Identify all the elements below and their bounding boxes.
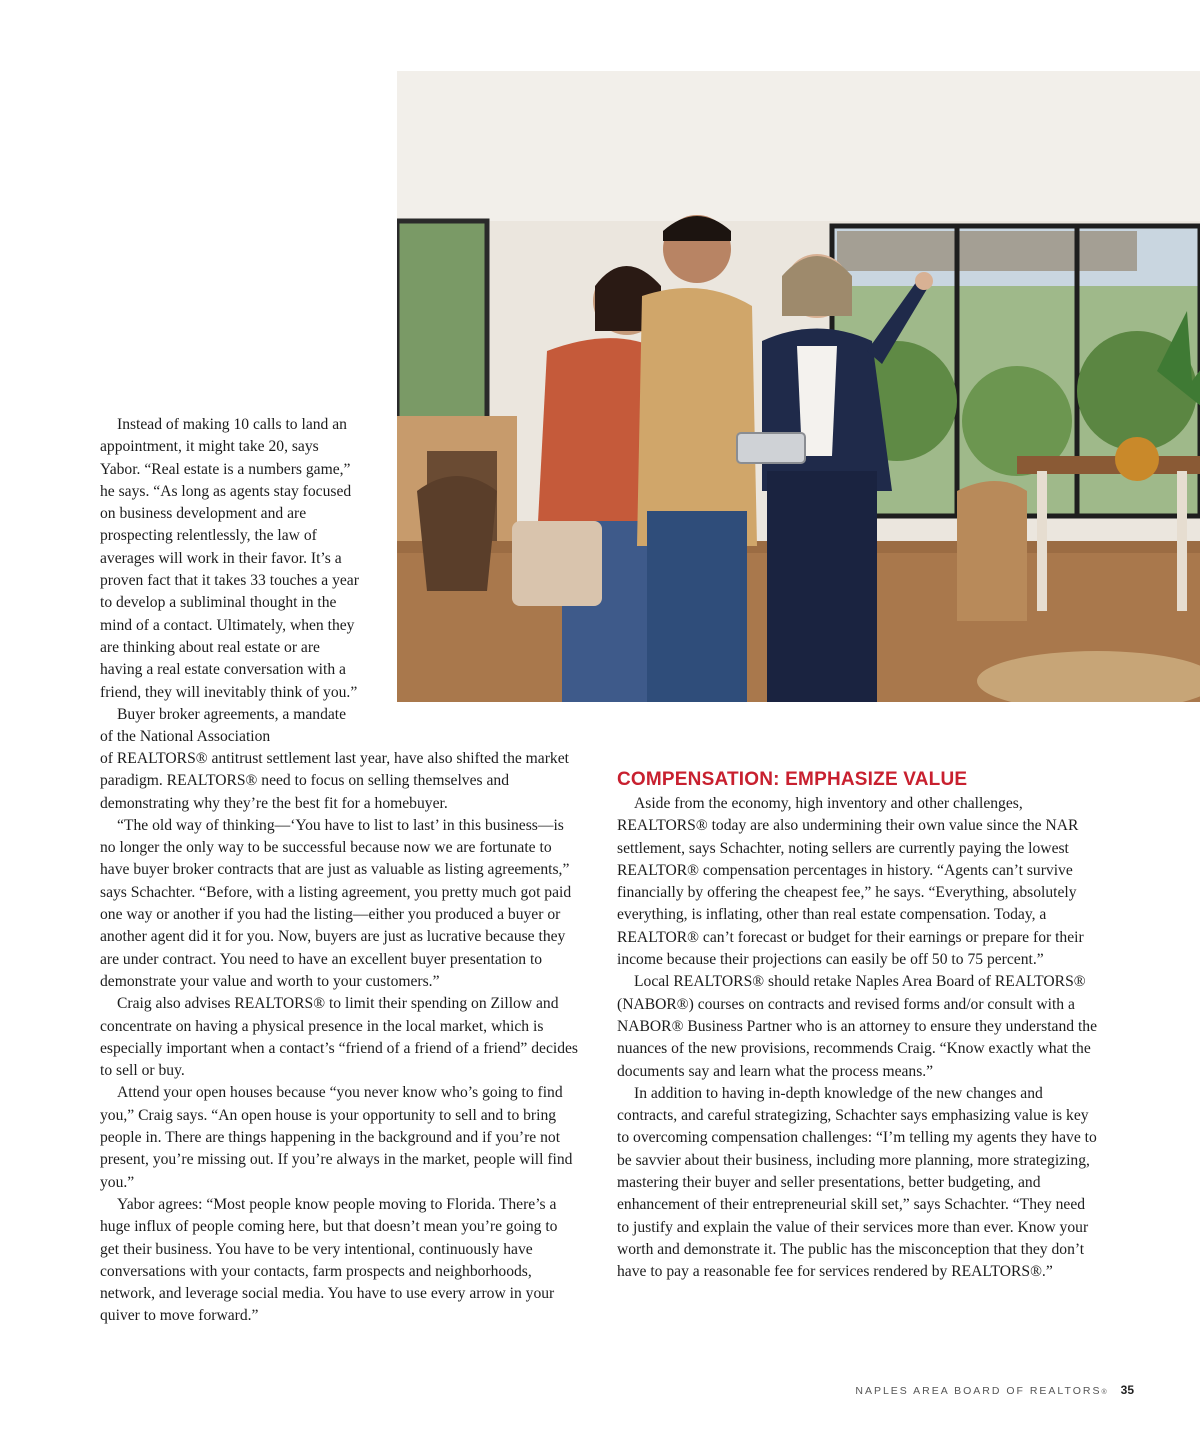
article-photo	[397, 71, 1200, 702]
wrap-column	[100, 414, 362, 748]
page-footer	[855, 1383, 1134, 1397]
paragraph: Instead of making 10 calls to land an appointment, it might take 20, says Yabor. “Real estate is a numbers game,” he says. “As long as agents stay focused on business development and are prospecting relentlessly, the law of averages will work in their favor. It’s a proven fact that it takes 33 touches a year to develop a subliminal thought in the mind of a contact. Ultimately, when they are thinking about real estate or are having a real estate conversation with a friend, they will inevitably think of you.”	[100, 416, 359, 701]
paragraph: Buyer broker agreements, a mandate of the National Association	[100, 705, 347, 746]
paragraph: Aside from the economy, high inventory and other challenges, REALTORS® today are also undermining their own value since the NAR settlement, says Schachter, noting sellers are currently paying the lowest REALTOR® compensation percentages in history. “Agents can’t survive financially by offering the cheapest fee,” he says. “Everything, absolutely everything, is inflating, other than real estate compensation. Today, a REALTOR® can’t forecast or budget for their earnings or prepare for their income because their projections can easily be off 50 to 75 percent.”	[617, 795, 1084, 969]
paragraph: In addition to having in-depth knowledge of the new changes and contracts, and careful strategizing, Schachter says emphasizing value is key to overcoming compensation challenges: “I’m telling my agents they have to be savvier about their business, including more planning, more strategizing, mastering their buyer and seller presentations, better budgeting, and enhancement of their entrepreneurial skill set,” says Schachter. “They need to justify and explain the value of their services more than ever. Know your worth and demonstrate it. The public has the misconception that they don’t have to pay a reasonable fee for services rendered by REALTORS®.”	[617, 1084, 1097, 1281]
page-number: 35	[1120, 1383, 1134, 1397]
paragraph: Local REALTORS® should retake Naples Area Board of REALTORS® (NABOR®) courses on contracts and revised forms and/or consult with a NABOR® Business Partner who is an attorney to ensure they understand the nuances of the new provisions, recommends Craig. “Know exactly what the documents say and learn what the process means.”	[617, 973, 1098, 1080]
paragraph: Yabor agrees: “Most people know people moving to Florida. There’s a huge influx of people coming here, but that doesn’t mean you’re going to get their business. You have to be very intentional, continuously have conversations with your contacts, farm prospects and neighborhoods, network, and leverage social media. You have to use every arrow in your quiver to move forward.”	[100, 1195, 558, 1325]
paragraph: Attend your open houses because “you never know who’s going to find you,” Craig says. “An open house is your opportunity to sell and to bring people in. There are things happening in the background and if you’re not present, you’re missing out. If you’re always in the market, people will find you.”	[100, 1084, 573, 1191]
paragraph: “The old way of thinking—‘You have to list to last’ in this business—is no longer the only way to be successful because now we are fortunate to have buyer broker contracts that are just as valuable as listing agreements,” says Schachter. “Before, with a listing agreement, you pretty much got paid one way or another if you had the listing—either you produced a buyer or another agent did it for you. Now, buyers are just as lucrative because they are under contract. You need to have an excellent buyer presentation to demonstrate your value and worth to your customers.”	[100, 816, 572, 990]
registered-mark: ®	[1101, 1389, 1107, 1396]
publication-name: NAPLES AREA BOARD OF REALTORS	[855, 1385, 1102, 1397]
left-column	[100, 748, 578, 1328]
realtor-showing-couple-illustration	[397, 71, 1200, 702]
paragraph: Craig also advises REALTORS® to limit their spending on Zillow and concentrate on having a physical presence in the local market, which is especially important when a contact’s “friend of a friend of a friend” decides to sell or buy.	[100, 995, 578, 1080]
section-heading: COMPENSATION: EMPHASIZE VALUE	[617, 769, 968, 790]
paragraph-continued: of REALTORS® antitrust settlement last year, have also shifted the market paradigm. REALTORS® need to focus on selling themselves and demonstrating why they’re the best fit for a homebuyer.	[100, 750, 569, 812]
right-column	[617, 767, 1101, 1284]
